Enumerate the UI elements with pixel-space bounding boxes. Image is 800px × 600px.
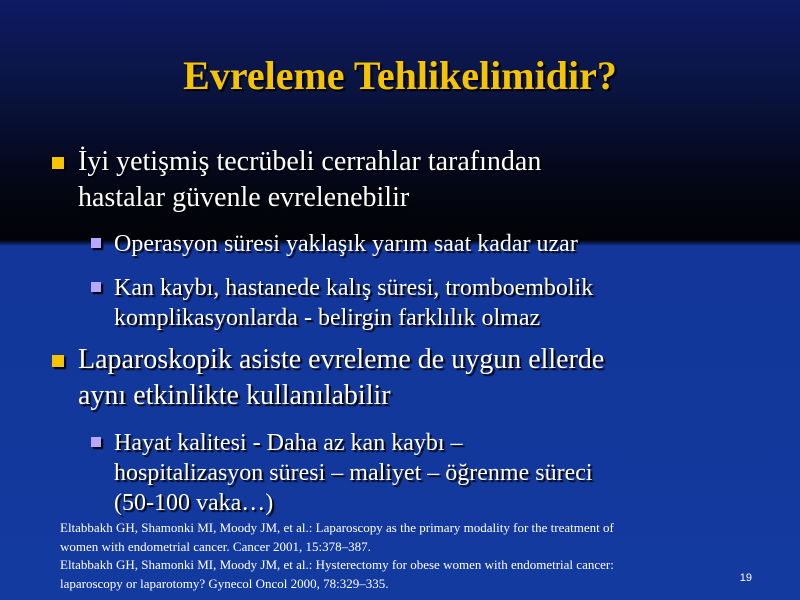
- bullet-item: [78, 144, 778, 216]
- sub-bullet-item: [114, 273, 774, 333]
- bullet-line: hastalar güvenle evrelenebilir: [78, 182, 410, 213]
- slide-number: 19: [739, 572, 752, 584]
- bullet-line: hospitalizasyon süresi – maliyet – öğrenme süreci: [114, 460, 593, 486]
- square-bullet-icon: [52, 157, 64, 169]
- bullet-line: Kan kaybı, hastanede kalış süresi, tromboembolik: [114, 275, 594, 301]
- square-bullet-icon: [52, 355, 64, 367]
- references: [60, 519, 750, 593]
- bullet-line: Operasyon süresi yaklaşık yarım saat kadar uzar: [114, 231, 578, 257]
- bullet-line: İyi yetişmiş tecrübeli cerrahlar tarafından: [78, 146, 542, 177]
- reference-line: Eltabbakh GH, Shamonki MI, Moody JM, et al.: Laparoscopy as the primary modality for the treatment of: [60, 520, 614, 535]
- reference-line: women with endometrial cancer. Cancer 2001, 15:378–387.: [60, 538, 371, 554]
- square-bullet-icon: [91, 238, 101, 248]
- sub-bullet-item: [114, 428, 774, 518]
- bullet-line: (50-100 vaka…): [114, 490, 274, 516]
- bullet-line: komplikasyonlarda - belirgin farklılık olmaz: [114, 305, 541, 331]
- bullet-line: Laparoskopik asiste evreleme de uygun ellerde: [78, 344, 605, 375]
- bullet-item: [78, 342, 778, 414]
- reference-line: laparoscopy or laparotomy? Gynecol Oncol 2000, 78:329–335.: [60, 575, 389, 591]
- square-bullet-icon: [91, 437, 101, 447]
- reference-line: Eltabbakh GH, Shamonki MI, Moody JM, et al.: Hysterectomy for obese women with endometrial cancer:: [60, 557, 614, 572]
- square-bullet-icon: [91, 282, 101, 292]
- bullet-line: aynı etkinlikte kullanılabilir: [78, 380, 391, 411]
- slide-title: Evreleme Tehlikelimidir?: [183, 53, 617, 98]
- bullet-line: Hayat kalitesi - Daha az kan kaybı –: [114, 430, 463, 456]
- sub-bullet-item: [114, 229, 774, 259]
